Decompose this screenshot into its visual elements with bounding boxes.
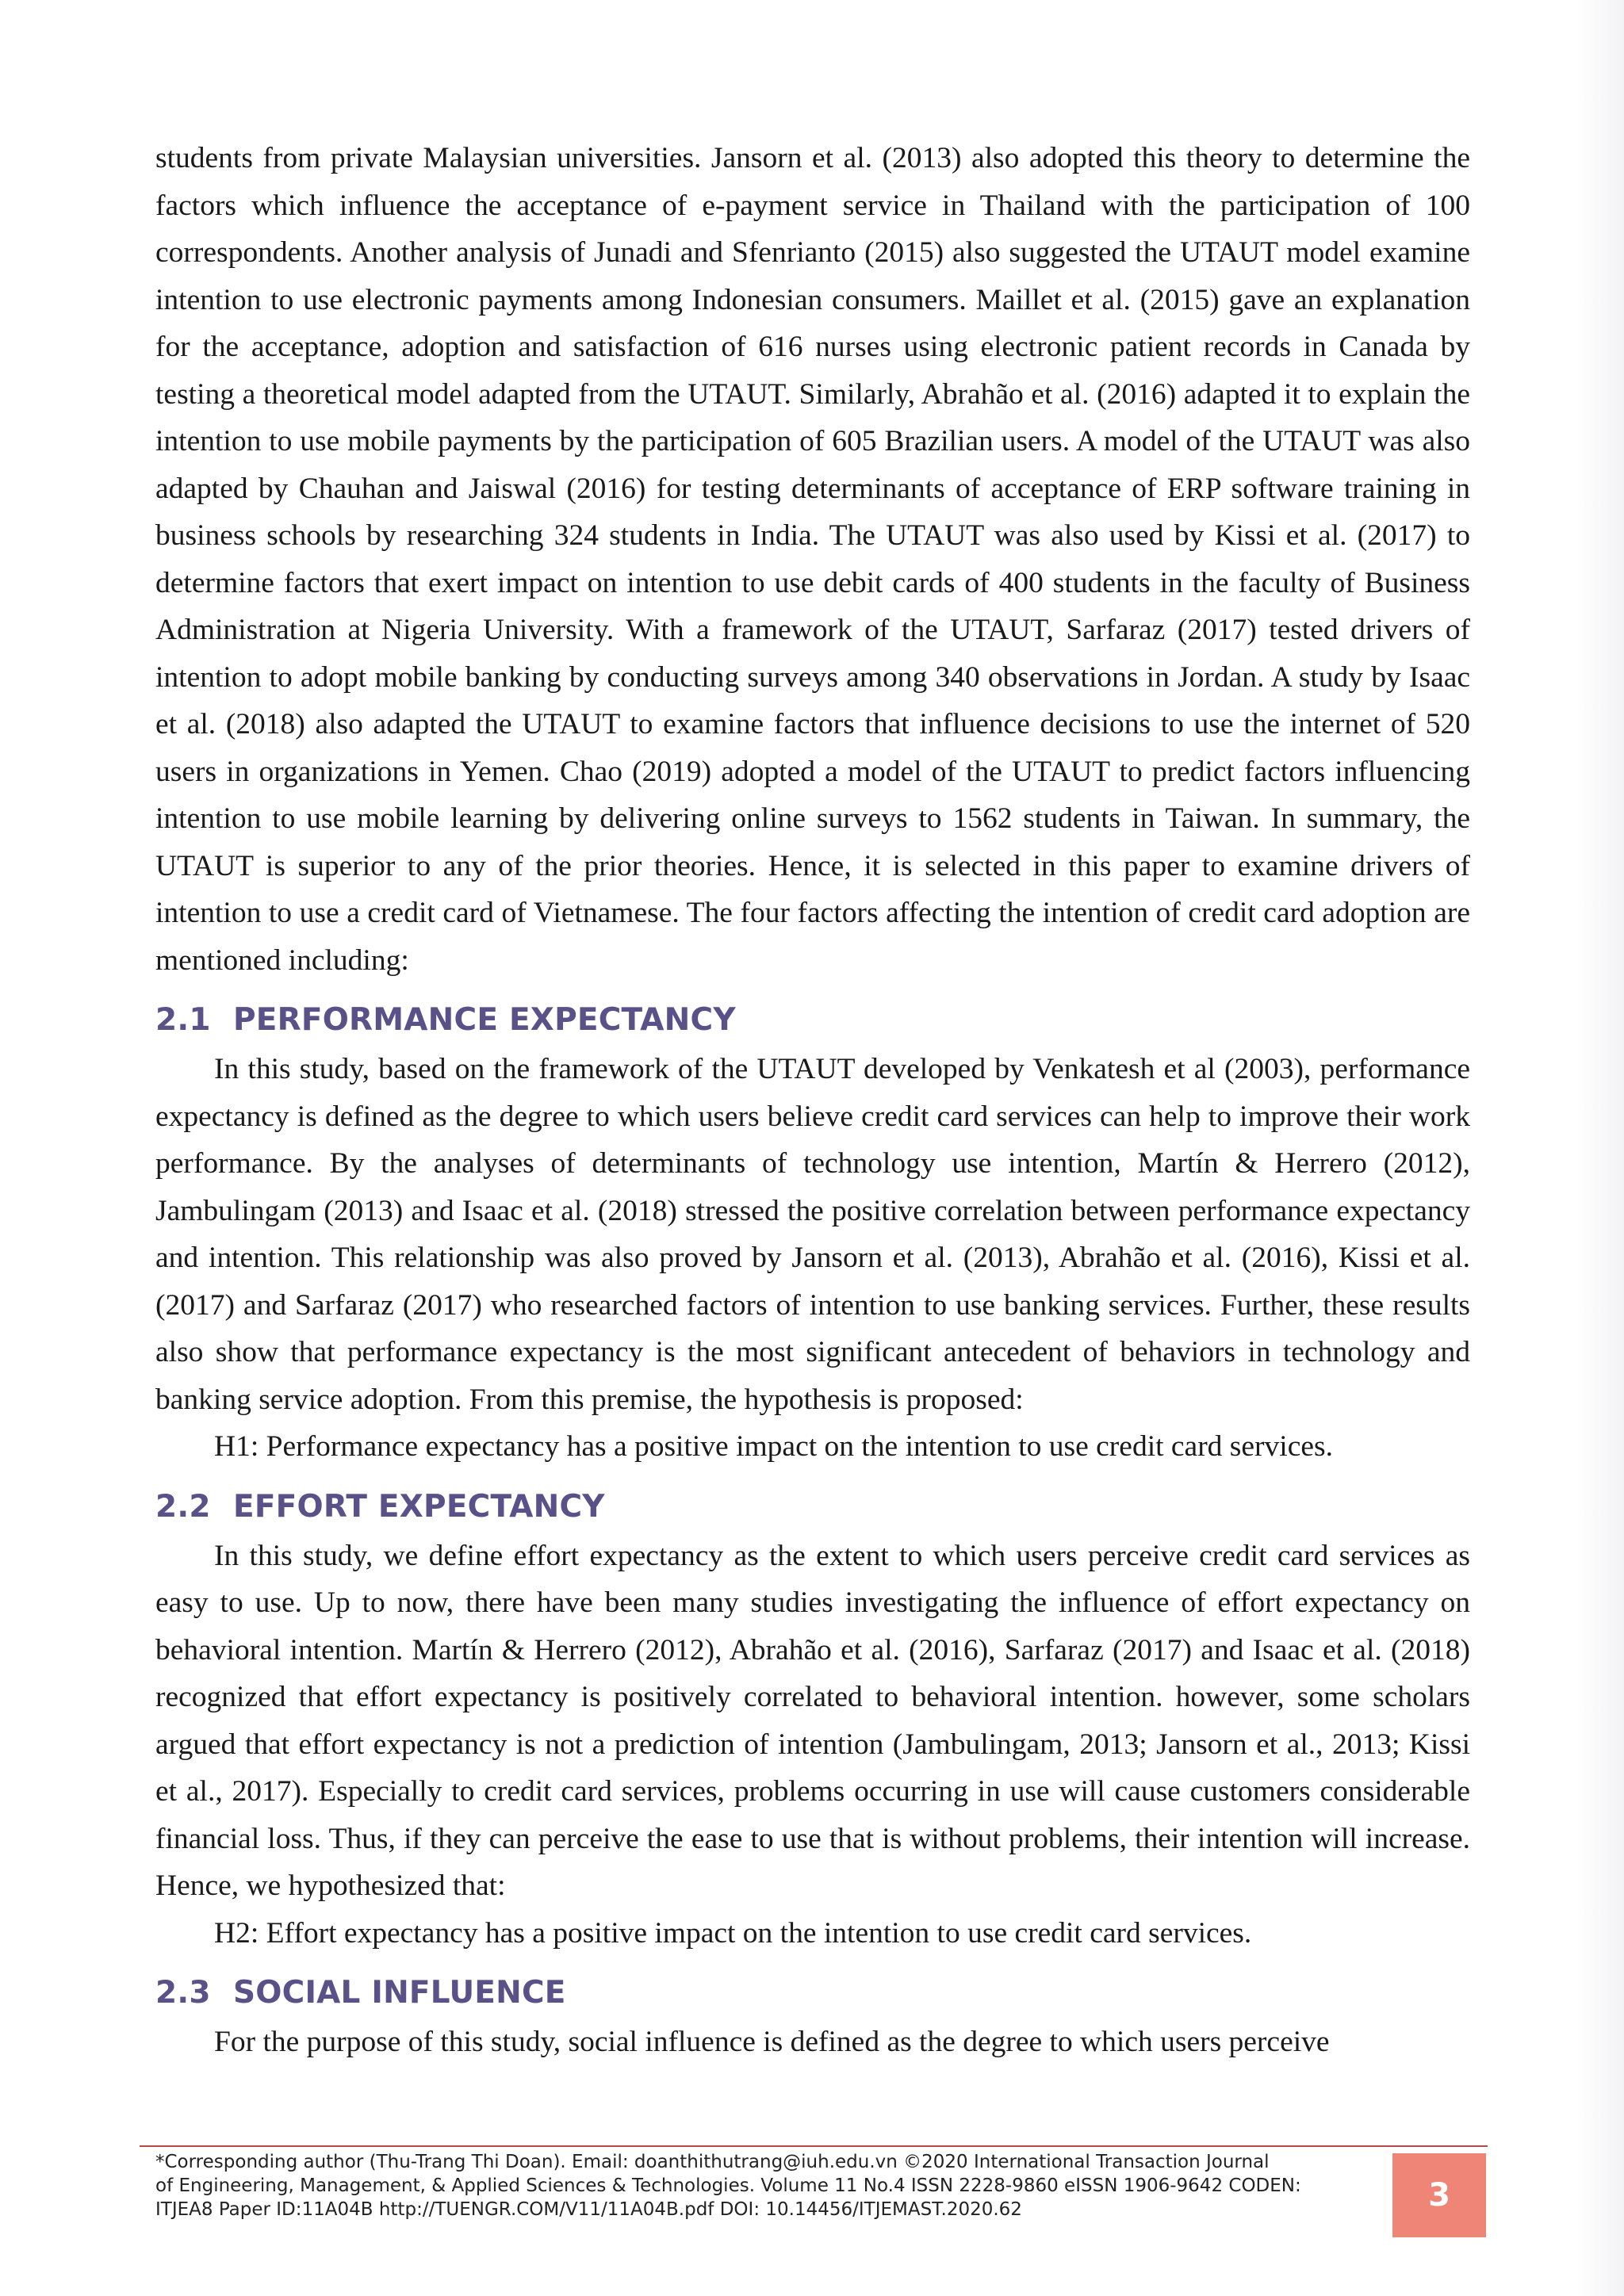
section-heading: [155, 1968, 1470, 2019]
footer-line-1: *Corresponding author (Thu-Trang Thi Doan). Email: doanthithutrang@iuh.edu.vn ©2020 International Transaction Journal: [155, 2152, 1270, 2172]
section-paragraph: For the purpose of this study, social influence is defined as the degree to which users perceive: [214, 2026, 1330, 2058]
intro-paragraph: students from private Malaysian universities. Jansorn et al. (2013) also adopted this theory to determine the factors which influence the acceptance of e-payment service in Thailand with the participation of 100 correspondents. Another analysis of Junadi and Sfenrianto (2015) also suggested the UTAUT model examine intention to use electronic payments among Indonesian consumers. Maillet et al. (2015) gave an explanation for the acceptance, adoption and satisfaction of 616 nurses using electronic patient records in Canada by testing a theoretical model adapted from the UTAUT. Similarly, Abrahão et al. (2016) adapted it to explain the intention to use mobile payments by the participation of 605 Brazilian users. A model of the UTAUT was also adapted by Chauhan and Jaiswal (2016) for testing determinants of acceptance of ERP software training in business schools by researching 324 students in India. The UTAUT was also used by Kissi et al. (2017) to determine factors that exert impact on intention to use debit cards of 400 students in the faculty of Business Administration at Nigeria University. With a framework of the UTAUT, Sarfaraz (2017) tested drivers of intention to adopt mobile banking by conducting surveys among 340 observations in Jordan. A study by Isaac et al. (2018) also adapted the UTAUT to examine factors that influence decisions to use the internet of 520 users in organizations in Yemen. Chao (2019) adopted a model of the UTAUT to predict factors influencing intention to use mobile learning by delivering online surveys to 1562 students in Taiwan. In summary, the UTAUT is superior to any of the prior theories. Hence, it is selected in this paper to examine drivers of intention to use a credit card of Vietnamese. The four factors affecting the intention of credit card adoption are mentioned including:: [155, 142, 1470, 977]
section-performance-expectancy: [155, 995, 1470, 1471]
article-body: [155, 135, 1470, 2066]
hypothesis-h2: H2: Effort expectancy has a positive impact on the intention to use credit card services.: [214, 1916, 1252, 1950]
section-number: 2.2: [155, 1488, 211, 1525]
section-title: SOCIAL INFLUENCE: [233, 1975, 566, 2011]
hypothesis-h1: H1: Performance expectancy has a positive impact on the intention to use credit card services.: [214, 1430, 1333, 1463]
section-number: 2.1: [155, 1002, 211, 1038]
page-edge-shade: [1576, 0, 1624, 2296]
page-footer: [155, 2150, 1383, 2221]
footer-divider: [140, 2145, 1488, 2147]
section-effort-expectancy: [155, 1482, 1470, 1957]
footer-line-3: ITJEA8 Paper ID:11A04B http://TUENGR.COM/V11/11A04B.pdf DOI: 10.14456/ITJEMAST.2020.62: [155, 2199, 1022, 2220]
footer-line-2: of Engineering, Management, & Applied Sciences & Technologies. Volume 11 No.4 ISSN 2228-9860 eISSN 1906-9642 CODEN:: [155, 2175, 1301, 2196]
section-social-influence: [155, 1968, 1470, 2066]
section-heading: [155, 1482, 1470, 1533]
section-title: EFFORT EXPECTANCY: [233, 1488, 605, 1525]
section-paragraph: In this study, based on the framework of the UTAUT developed by Venkatesh et al (2003), performance expectancy is defined as the degree to which users believe credit card services can help to improve their work performance. By the analyses of determinants of technology use intention, Martín & Herrero (2012), Jambulingam (2013) and Isaac et al. (2018) stressed the positive correlation between performance expectancy and intention. This relationship was also proved by Jansorn et al. (2013), Abrahão et al. (2016), Kissi et al. (2017) and Sarfaraz (2017) who researched factors of intention to use banking services. Further, these results also show that performance expectancy is the most significant antecedent of behaviors in technology and banking service adoption. From this premise, the hypothesis is proposed:: [155, 1053, 1470, 1416]
section-heading: [155, 995, 1470, 1046]
section-number: 2.3: [155, 1975, 211, 2011]
section-paragraph: In this study, we define effort expectancy as the extent to which users perceive credit card services as easy to use. Up to now, there have been many studies investigating the influence of effort expectancy on behavioral intention. Martín & Herrero (2012), Abrahão et al. (2016), Sarfaraz (2017) and Isaac et al. (2018) recognized that effort expectancy is positively correlated to behavioral intention. however, some scholars argued that effort expectancy is not a prediction of intention (Jambulingam, 2013; Jansorn et al., 2013; Kissi et al., 2017). Especially to credit card services, problems occurring in use will cause customers considerable financial loss. Thus, if they can perceive the ease to use that is without problems, their intention will increase. Hence, we hypothesized that:: [155, 1539, 1470, 1902]
section-title: PERFORMANCE EXPECTANCY: [233, 1002, 736, 1038]
page-number-badge: 3: [1392, 2153, 1486, 2237]
